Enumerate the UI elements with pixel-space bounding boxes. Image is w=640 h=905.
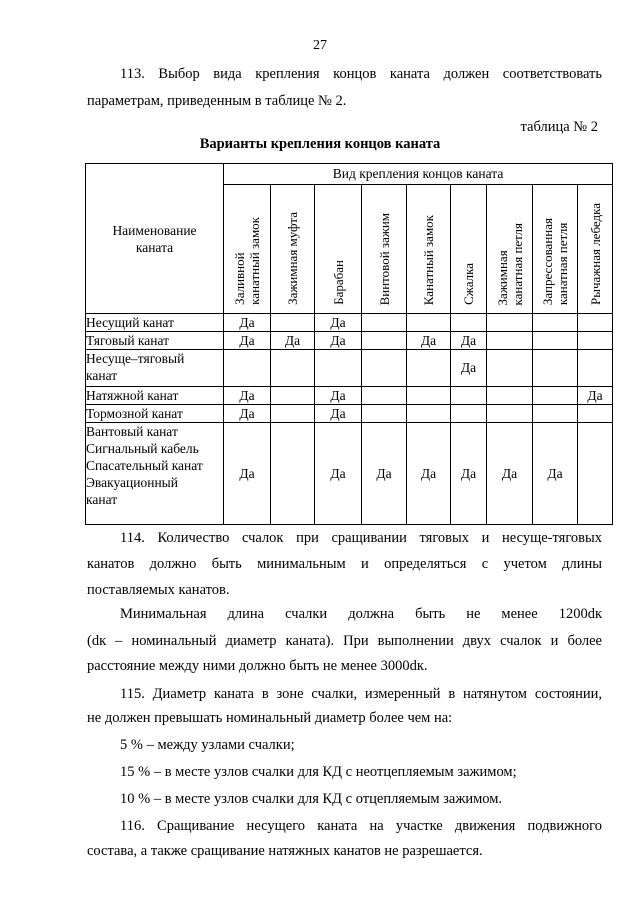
table-cell: Да [487, 423, 533, 525]
table-cell: Да [451, 350, 487, 387]
row-name [86, 314, 224, 332]
column-header-text [588, 199, 603, 309]
table-cell: Да [315, 405, 362, 423]
column-header-line: канатная петля [555, 222, 570, 305]
table-cell [451, 405, 487, 423]
table-cell [533, 405, 578, 423]
para-115-item1: 5 % – между узлами счалки; [120, 737, 295, 753]
table-cell [533, 350, 578, 387]
column-header [407, 185, 451, 314]
table-cell: Да [533, 423, 578, 525]
column-header-line: Барабан [330, 260, 346, 305]
column-header-line: канатный замок [247, 217, 262, 305]
row-name [86, 405, 224, 423]
table-cell: Да [224, 332, 271, 350]
table-cell: Да [451, 423, 487, 525]
table-cell [533, 332, 578, 350]
table-cell [271, 314, 315, 332]
row-name-line: Несуще–тяговый [86, 351, 185, 366]
table-cell: Да [224, 405, 271, 423]
row-name-line: канат [86, 492, 118, 507]
column-header [578, 185, 613, 314]
para-114-line1: 114. Количество счалок при сращивании тяговых и несуще-тяговых [120, 530, 602, 546]
table-row [86, 314, 613, 332]
row-name [86, 387, 224, 405]
table-row [86, 387, 613, 405]
row-name-line: Сигнальный кабель [86, 441, 199, 456]
row-name [86, 332, 224, 350]
column-header-line: Винтовой зажим [376, 212, 392, 305]
name-header-line2: каната [135, 239, 174, 255]
row-name-line: Несущий канат [86, 315, 174, 330]
table-body [86, 314, 613, 525]
table-cell: Да [315, 314, 362, 332]
table-cell: Да [315, 387, 362, 405]
table-cell [533, 387, 578, 405]
table-row [86, 332, 613, 350]
para-114-line2: канатов должно быть минимальным и определяться с учетом длины [87, 556, 602, 572]
table-cell [271, 387, 315, 405]
table-cell: Да [315, 423, 362, 525]
table-cell [451, 387, 487, 405]
para-114-line3: поставляемых канатов. [87, 582, 230, 598]
row-name-line: канат [86, 368, 118, 383]
column-header-line: Зажимная [494, 249, 510, 305]
para-113-line2: параметрам, приведенным в таблице № 2. [87, 93, 347, 109]
table-cell [578, 405, 613, 423]
row-name-line: Тормозной канат [86, 406, 183, 421]
column-header [362, 185, 407, 314]
table-cell [315, 350, 362, 387]
table-cell [271, 350, 315, 387]
row-name-line: Натяжной канат [86, 388, 179, 403]
table-cell [407, 405, 451, 423]
table-cell [407, 387, 451, 405]
table-cell [578, 332, 613, 350]
row-name-line: Тяговый канат [86, 333, 170, 348]
group-header: Вид крепления концов каната [224, 164, 613, 185]
column-header [224, 185, 271, 314]
page-number: 27 [313, 38, 327, 53]
table-row [86, 405, 613, 423]
table-cell [578, 423, 613, 525]
row-name [86, 350, 224, 387]
para-115-line2: не должен превышать номинальный диаметр более чем на: [87, 710, 453, 726]
table-cell [362, 332, 407, 350]
table-cell: Да [224, 387, 271, 405]
table-cell: Да [362, 423, 407, 525]
table-row [86, 350, 613, 387]
table-cell: Да [271, 332, 315, 350]
para-115-line1: 115. Диаметр каната в зоне счалки, измеренный в натянутом состоянии, [120, 686, 602, 702]
column-header [487, 185, 533, 314]
column-header-line: Канатный замок [421, 214, 436, 305]
table-cell [487, 314, 533, 332]
para-114-line6: расстояние между ними должно быть не менее 3000dк. [87, 658, 428, 674]
para-116-line1: 116. Сращивание несущего каната на участке движения подвижного [120, 818, 602, 834]
para-114-line5: (dк – номинальный диаметр каната). При выполнении двух счалок и более [87, 633, 602, 649]
column-header-text [285, 208, 300, 309]
row-name-line: Эвакуационный [86, 475, 178, 490]
table-cell [362, 387, 407, 405]
table-cell [362, 314, 407, 332]
column-header-text [421, 211, 436, 309]
table-cell [487, 350, 533, 387]
column-header-line: Запрессованная [540, 217, 555, 305]
para-114-line4: Минимальная длина счалки должна быть не менее 1200dк [120, 606, 602, 622]
column-header [451, 185, 487, 314]
table-cell [407, 314, 451, 332]
table-cell [578, 314, 613, 332]
table-cell [362, 350, 407, 387]
name-column-header [86, 164, 224, 314]
table-row [86, 423, 613, 525]
column-header-text [377, 209, 392, 309]
column-header-text [540, 214, 570, 309]
table-cell [487, 387, 533, 405]
column-header [533, 185, 578, 314]
table-cell: Да [407, 423, 451, 525]
column-header [315, 185, 362, 314]
column-header-line: Сжалка [461, 263, 476, 305]
table-cell [271, 423, 315, 525]
fastening-table [85, 163, 613, 525]
table-cell [533, 314, 578, 332]
table-cell [271, 405, 315, 423]
name-header-line1: Наименование [112, 222, 197, 238]
table-title: Варианты крепления концов каната [199, 136, 441, 152]
column-header [271, 185, 315, 314]
row-name [86, 423, 224, 525]
para-115-item3: 10 % – в месте узлов счалки для КД с отцепляемым зажимом. [120, 791, 503, 807]
para-113-line1: 113. Выбор вида крепления концов каната должен соответствовать [120, 66, 602, 82]
table-label: таблица № 2 [520, 119, 598, 135]
table-cell [451, 314, 487, 332]
table-cell: Да [224, 423, 271, 525]
column-header-text [495, 219, 525, 309]
table-cell: Да [451, 332, 487, 350]
table-cell [362, 405, 407, 423]
table-cell: Да [407, 332, 451, 350]
column-header-line: канатная петля [509, 222, 525, 305]
para-115-item2: 15 % – в месте узлов счалки для КД с неотцепляемым зажимом; [120, 764, 517, 780]
column-header-line: Рычажная лебедка [587, 202, 603, 305]
table-cell: Да [578, 387, 613, 405]
row-name-line: Спасательный канат [86, 458, 203, 473]
row-name-line: Вантовый канат [86, 424, 178, 439]
para-116-line2: состава, а также сращивание натяжных канатов не разрешается. [87, 843, 483, 859]
table-cell [407, 350, 451, 387]
table-cell [578, 350, 613, 387]
column-header-text [331, 256, 346, 309]
table-cell: Да [224, 314, 271, 332]
table-cell [224, 350, 271, 387]
column-header-text [232, 213, 262, 309]
column-header-line: Зажимная муфта [285, 212, 300, 305]
column-header-text [461, 259, 476, 309]
table-cell [487, 332, 533, 350]
table-cell: Да [315, 332, 362, 350]
table-cell [487, 405, 533, 423]
column-header-line: Заливной [232, 252, 247, 305]
